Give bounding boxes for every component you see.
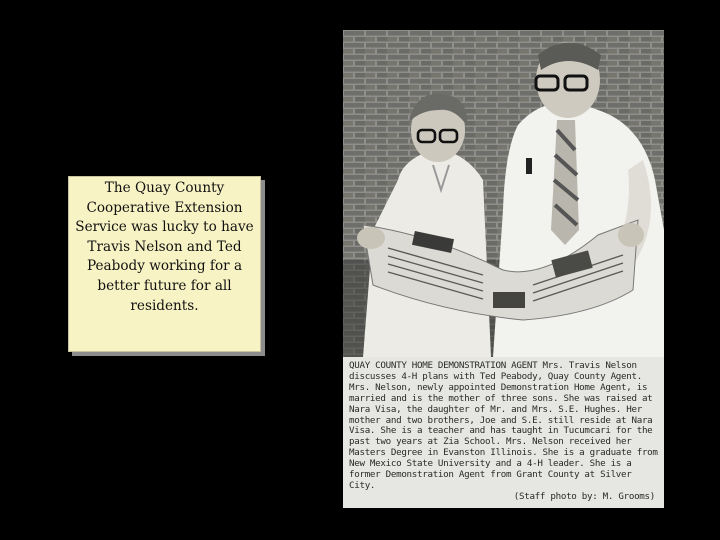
- photo-caption: [349, 361, 659, 503]
- photo-credit: (Staff photo by: M. Grooms): [513, 490, 655, 502]
- newspaper-photo: [343, 30, 664, 357]
- newspaper-clipping: [343, 30, 664, 508]
- quote-callout-text: The Quay County Cooperative Extension Service was lucky to have Travis Nelson and Ted Peabody working for a better future for all residents.: [75, 180, 254, 314]
- caption-text: QUAY COUNTY HOME DEMONSTRATION AGENT Mrs. Travis Nelson discusses 4-H plans with Ted Peabody, Quay County Agent. Mrs. Nelson, newly appointed Demonstration Home Agent, is married and is the mother of three sons. She was raised at Nara Visa, the daughter of Mr. and Mrs. S.E. Hughes. Her mother and two brothers, Joe and S.E. still reside at Nara Visa. She is a teacher and has taught in Tucumcari for the past two years at Zia School. Mrs. Nelson received her Masters Degree in Evanston Illinois. She is a graduate from New Mexico State University and a 4-H leader. She is a former Demonstration Agent from Grant County at Silver City.: [349, 360, 658, 491]
- quote-callout-box: [68, 176, 261, 352]
